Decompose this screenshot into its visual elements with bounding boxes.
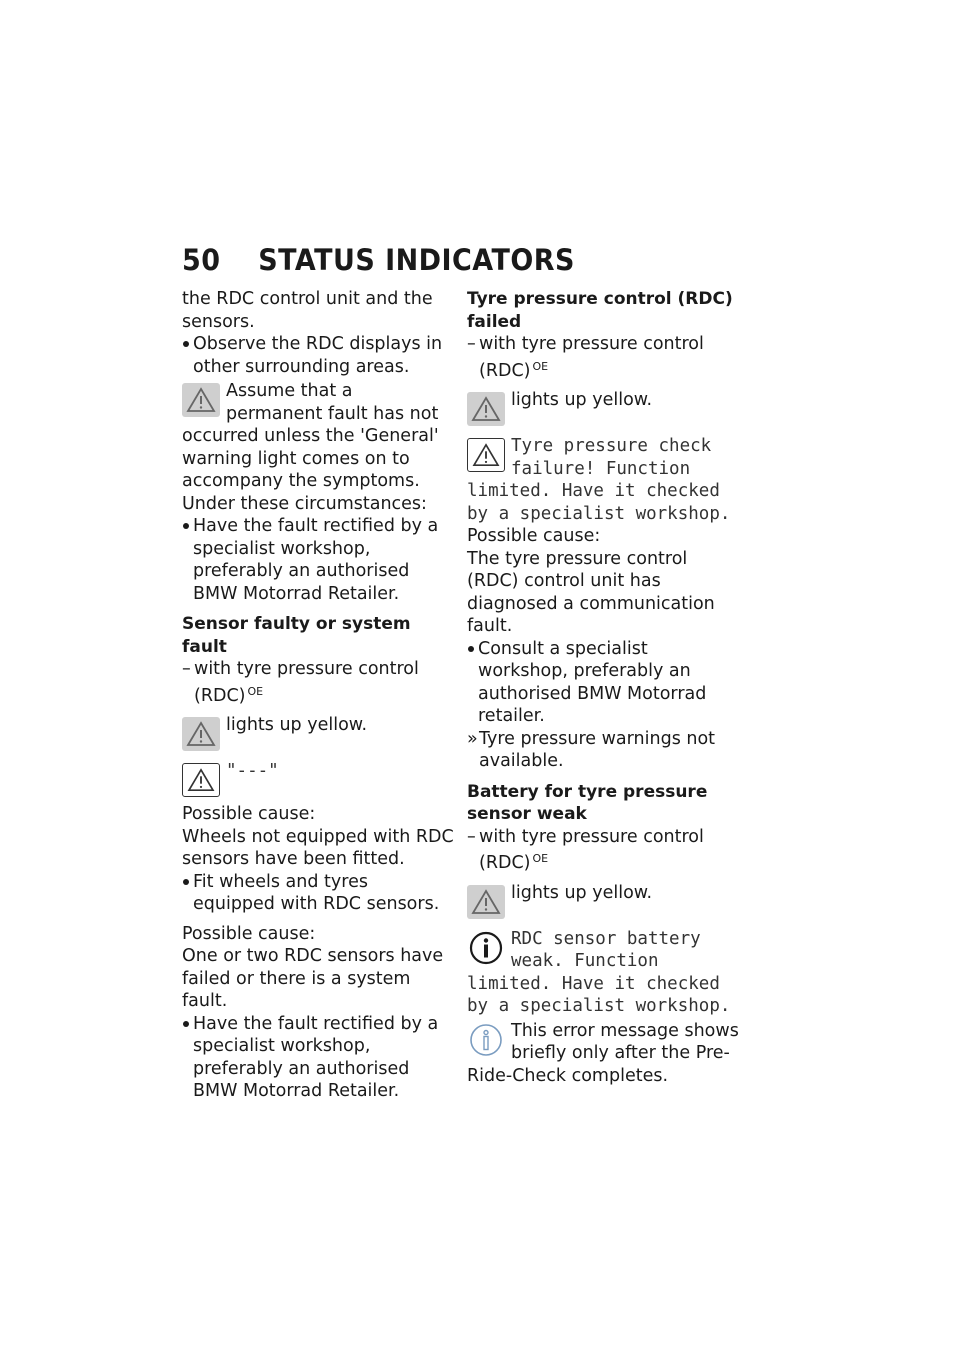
display-row <box>467 435 739 525</box>
section-heading: Battery for tyre pressure sensor weak <box>467 781 708 824</box>
display-row <box>182 760 454 799</box>
bullet-item: Have the fault rectified by a specialist workshop, preferably an authorised BMW Motorrad Retailer. <box>182 1013 454 1103</box>
paragraph: Under these circumstances: <box>182 493 427 514</box>
cause-text: The tyre pressure control (RDC) control unit has diagnosed a communication fault. <box>467 548 715 636</box>
cause-label: Possible cause: <box>467 526 601 546</box>
lamp-text: lights up yellow. <box>511 882 653 903</box>
bullet-item: Consult a specialist workshop, preferably an authorised BMW Motorrad retailer. <box>467 638 739 728</box>
cause-text: One or two RDC sensors have failed or there is a system fault. <box>182 946 444 1011</box>
right-column <box>467 288 739 1087</box>
section-heading: Sensor faulty or system fault <box>182 614 411 657</box>
cause-text: Wheels not equipped with RDC sensors have been fitted. <box>182 826 454 869</box>
info-note <box>467 1020 739 1088</box>
page-title: STATUS INDICATORS <box>258 243 575 277</box>
page-header <box>182 243 575 277</box>
display-text: "---" <box>226 761 279 781</box>
bullet-item: Observe the RDC displays in other surrounding areas. <box>182 333 454 378</box>
paragraph: the RDC control unit and the sensors. <box>182 289 433 332</box>
warning-triangle-icon <box>467 392 505 426</box>
display-row <box>467 928 739 1018</box>
section-heading: Tyre pressure control (RDC) failed <box>467 289 733 332</box>
result-item: » Tyre pressure warnings not available. <box>467 728 716 771</box>
warning-note-text: Assume that a permanent fault has not occurred unless the 'General' warning light comes on to accompany the symptoms. <box>182 381 439 491</box>
warning-triangle-icon <box>182 717 220 751</box>
warning-triangle-icon <box>182 383 220 417</box>
warning-triangle-icon <box>467 438 505 472</box>
condition-line: – with tyre pressure control (RDC) $^{OE}$ <box>467 334 704 381</box>
cause-label: Possible cause: <box>182 923 316 944</box>
bullet-item: Have the fault rectified by a specialist workshop, preferably an authorised BMW Motorrad Retailer. <box>182 515 454 605</box>
cause-label: Possible cause: <box>182 804 316 824</box>
condition-line: – with tyre pressure control (RDC) $^{OE}$ <box>467 826 704 873</box>
indicator-lamp-row <box>467 389 739 428</box>
left-column <box>182 288 454 1103</box>
condition-line: – with tyre pressure control (RDC) $^{OE}$ <box>182 659 419 706</box>
display-message: RDC sensor battery weak. Function limited. Have it checked by a specialist workshop. <box>467 928 731 1016</box>
lamp-text: lights up yellow. <box>226 715 368 735</box>
info-note-text: This error message shows briefly only after the Pre-Ride-Check completes. <box>467 1020 739 1086</box>
lamp-text: lights up yellow. <box>511 390 653 410</box>
page-number: 50 <box>182 243 221 277</box>
warning-triangle-icon <box>467 885 505 919</box>
info-icon <box>467 1023 505 1057</box>
bullet-item: Fit wheels and tyres equipped with RDC sensors. <box>182 871 454 916</box>
display-message: Tyre pressure check failure! Function limited. Have it checked by a specialist workshop. <box>467 436 731 524</box>
warning-triangle-icon <box>182 763 220 797</box>
indicator-lamp-row <box>467 882 739 921</box>
indicator-lamp-row <box>182 714 454 753</box>
info-icon <box>467 931 505 965</box>
warning-note <box>182 380 454 493</box>
